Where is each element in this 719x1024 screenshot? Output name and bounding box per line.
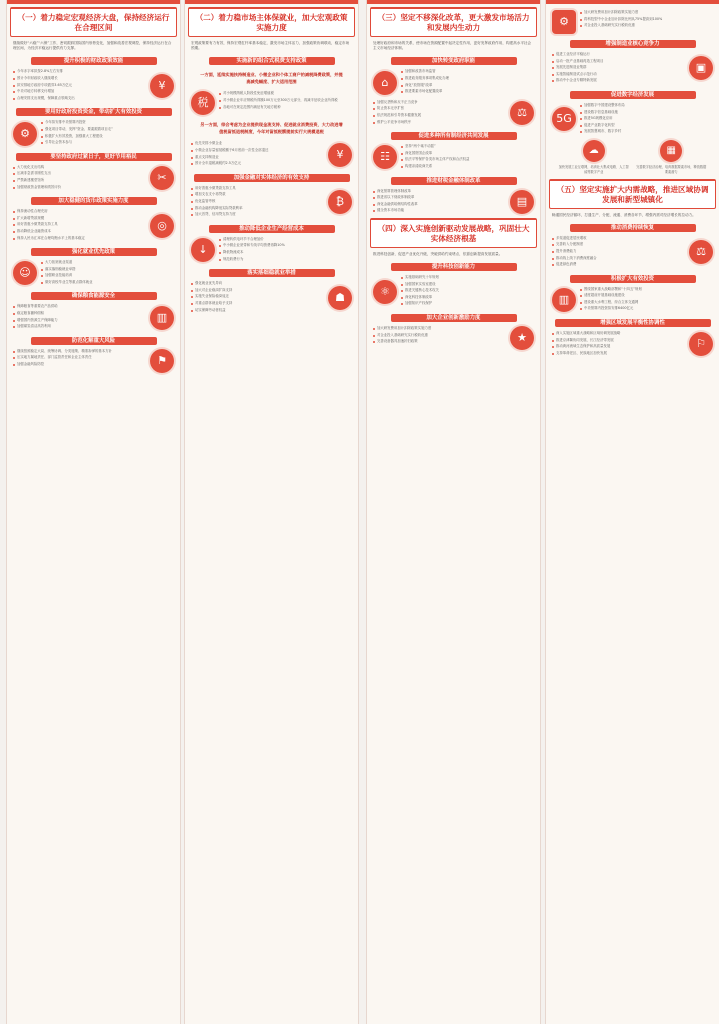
bullet-item: 保持人民币汇率在合理均衡水平上的基本稳定 [13,236,146,241]
bullet-item: 实施智能制造试点示范行动 [552,72,685,77]
document-icon: ▤ [510,190,534,214]
section [373,314,534,350]
bullet-list [552,52,685,85]
bullet-item: 推进京津冀协同发展、长江经济带发展 [552,338,685,343]
bullet-item: 扩大新增贷款规模 [13,216,146,221]
bullet-item: 加强和改善市场监管 [401,69,534,74]
bullet-list [219,91,352,115]
bullet-item: 中央对地方转移支付增加 [13,89,146,94]
money-icon: ¥ [328,143,352,167]
bullet-item: 用好普惠小微贷款支持工具 [13,222,146,227]
bullet-item: 推动黄河流域生态保护和高质量发展 [552,344,685,349]
bullet-item: 加强金融风险防控 [13,362,146,367]
bullet-item: 强化项目带动，发挥“资金、要素跟着项目走” [41,127,174,132]
bullet-item: 优化监管考核 [191,199,324,204]
column-top-bar [367,0,540,4]
column-4 [545,0,719,1024]
bullet-list [373,189,506,215]
bullet-item: 加强数字中国建设整体布局 [580,103,713,108]
scissors-icon: ✂ [150,166,174,190]
bullet-item: 发展智慧城市、数字乡村 [580,129,713,134]
shopping-icon: ⚖ [689,240,713,264]
bullet-item: 完善收入分配制度 [552,242,685,247]
bullet-item: 实施基础研究十年规划 [401,275,534,280]
highlight-text: 一方面，延续实施扶持制造业、小微企业和个体工商户的减税降费政策，并提高减免幅度、扩大适用范围 [200,72,343,85]
bullet-item: 引导社会资本参与 [41,140,174,145]
bullet-item: 深化金融供给侧结构性改革 [373,202,506,207]
people-icon: ☷ [373,145,397,169]
bullet-item: 发展先进制造业集群 [552,65,685,70]
highlight-text: 另一方面，综合考虑为企业提供现金流支持、促进就业消费投资，大力改进增值税留抵退税制度，今年对留抵税额提前实行大规模退税 [200,122,343,135]
bullet-item: 健全资本市场功能 [373,208,506,213]
bullet-list [191,141,324,167]
bullet-item: 增加支农支小再贷款 [191,192,324,197]
bullet-item: 优先安排小微企业 [191,141,324,146]
bullet-item: 预计全年退税减税约2.5万亿元 [191,161,324,166]
bullet-item: 压实地方属地责任、部门监管责任和企业主体责任 [13,355,146,360]
section-title: 提升积极的财政政策效能 [31,57,157,65]
bullet-item: 加大首贷、信用贷支持力度 [191,212,324,217]
bullet-item: 重点支持制造业 [191,155,324,160]
bullet-item: 拟安排地方政府专项债券3.65万亿元 [13,83,146,88]
bullet-list [580,10,713,34]
bullet-item: 依法平等保护各类市场主体产权和合法权益 [401,157,534,162]
column-1-summary: 继续做好“六稳”“六保”工作，密切跟踪国际国内形势变化，加强和改善宏观调控，保持经济运行在合理区间，为经济平稳运行提供有力支撑。 [13,41,172,51]
section [552,224,713,269]
column-2 [184,0,359,1024]
bullet-item: 今年拟安排中央预算内投资 [41,120,174,125]
factory-icon: ⚙ [552,10,576,34]
bullet-item: 加强财政资金管理和绩效评价 [13,185,146,190]
bullet-item: 大力优化支出结构 [13,165,146,170]
bullet-item: 加强职业技能培训 [41,273,174,278]
bullet-item: 深化预算管理体制改革 [373,189,506,194]
column-3-title: （三）坚定不移深化改革，更大激发市场活力和发展内生动力 [377,13,530,32]
section-title: 增强区域发展平衡性协调性 [555,319,711,327]
section-title: 要坚持政府过紧日子，更好节用裕民 [16,153,172,161]
bullet-item: 对企业投入基础研究实行税收优惠 [373,333,506,338]
section-title: 加快转变政府职能 [391,57,517,65]
gear-icon: ⚙ [13,122,37,146]
bullet-item: 将科技型中小企业加计扣除比例从75%提高到100% [580,17,713,22]
section [373,177,534,215]
bullet-list [219,237,352,263]
section [13,197,174,242]
section [13,153,174,191]
bullet-item: 推进5G规模化应用 [580,116,713,121]
section [373,132,534,170]
bullet-item: 用好普惠小微贷款支持工具 [191,186,324,191]
bullet-item: 适度超前开展基础设施建设 [580,293,713,298]
bullet-item: 降低物流成本 [219,250,352,255]
person-icon: ☺ [13,261,37,285]
bullet-item: 启动一批产业基础再造工程项目 [552,59,685,64]
scale-icon: ⚖ [510,101,534,125]
bullet-list [13,304,146,330]
bullet-item: 严禁新建楼堂馆所 [13,178,146,183]
section [13,108,174,146]
column-1-title: （一）着力稳定宏观经济大盘，保持经济运行在合理区间 [17,13,170,32]
bullet-item: 大力拓宽就业渠道 [41,260,174,265]
bullet-item: 切实保障劳动者权益 [191,308,324,313]
bullet-list [373,100,506,126]
atom-icon: ⚛ [373,280,397,304]
column-3-header [370,7,537,37]
section-title: 确保粮食能源安全 [31,292,157,300]
bullet-item: 防止资本无序扩张 [373,106,506,111]
bullet-item: 加强国家实验室建设 [401,282,534,287]
section-title: 实施新的组合式税费支持政策 [209,57,335,65]
section-title: 防范化解重大风险 [31,337,157,345]
bullet-item: 推动金融机构降低实际贷款利率 [191,206,324,211]
building-icon: ⌂ [373,71,397,95]
section-title: 推进财税金融体制改革 [391,177,517,185]
twin-text: 加快发展工业互联网，培育壮大集成电路、人工智能等数字产业 [558,164,629,174]
bullet-item: 稳定粮食播种面积 [13,311,146,316]
section-title: 加强金融对实体经济的有效支持 [194,174,350,182]
bullet-list [373,326,506,350]
bullet-item: 继续按照稳定大局、统筹协调、分类施策、精准拆弹的基本方针 [13,349,146,354]
section [552,10,713,34]
bullet-item: 中央预算内投资拟安排6400亿元 [580,306,713,311]
bullet-item: 加强煤炭清洁高效利用 [13,324,146,329]
bullet-item: 深化“放管服”改革 [401,83,534,88]
cloud-icon: ☁ [583,140,605,162]
section-title: 强化就业优先政策 [31,248,157,256]
section-title: 增强制造业核心竞争力 [570,40,696,48]
digital-twin-blocks [558,140,707,175]
bullet-item: 合理安排支出规模，保障重点领域支出 [13,96,146,101]
section-title: 促进数字经济发展 [570,91,696,99]
bullet-item: 提升消费能力 [552,249,685,254]
bullet-item: 积极扩大有效投资，加强重大工程建设 [41,134,174,139]
bullet-item: 推进政务服务事项集成化办理 [401,76,534,81]
bullet-item: 压减非急需非刚性支出 [13,171,146,176]
crane-icon: ▥ [552,288,576,312]
bullet-item: 加强反垄断和反不正当竞争 [373,100,506,105]
bullet-item: 深化科技体制改革 [401,295,534,300]
bullet-item: 推动中小企业专精特新发展 [552,78,685,83]
section [13,337,174,373]
section [373,263,534,308]
column-2-summary: 宏观政策要有力有效，保持宏观杠杆率基本稳定，激发市场主体活力，加强政策协调联动，稳定市场预期。 [191,41,350,51]
column-1-header [10,7,177,37]
bullet-item: 强化就业优先导向 [191,281,324,286]
network-5g-icon: 5G [552,107,576,131]
twin-text: 完善数字经济治理，培育数据要素市场，释放数据要素潜力 [636,164,707,174]
bullet-item: 加强知识产权保护 [401,301,534,306]
column-3b-title: （四）深入实施创新驱动发展战略，巩固壮大实体经济根基 [377,223,530,243]
section [13,292,174,330]
twin-block [558,140,630,175]
bullet-item: 促进工业经济平稳运行 [552,52,685,57]
bullet-item: 对小微企业年应纳税所得额100万元至300万元部分，再减半征收企业所得税 [219,98,352,103]
column-4b-summary: 畅通国民经济循环，打通生产、分配、流通、消费各环节，增强内需对经济增长的拉动力。 [552,212,696,217]
bullet-list [552,331,685,357]
section-title: 推动降低企业生产经营成本 [209,225,335,233]
bullet-item: 加大研发费用加计扣除政策实施力度 [373,326,506,331]
column-3b-summary: 推进科技创新，促进产业优化升级，突破供给约束堵点，依靠创新提高发展质量。 [373,251,503,256]
section-title: 推动消费持续恢复 [570,224,696,232]
section [191,269,352,314]
bullet-item: 加大对企业稳岗扩岗支持 [191,288,324,293]
section-title: 要用好政府投资资金，带动扩大有效投资 [16,108,172,116]
target-icon: ◎ [150,214,174,238]
column-1 [6,0,181,1024]
bullet-item: 深入实施区域重大战略和区域协调发展战略 [552,331,685,336]
bullet-list [13,349,146,373]
bullet-item: 促进产业数字化转型 [580,123,713,128]
database-icon: ▦ [660,140,682,162]
bullet-item: 增强国内资源生产保障能力 [13,318,146,323]
chip-icon: ▣ [689,56,713,80]
bullet-item: 完善设备器具加速折旧政策 [373,339,506,344]
bullet-item: 建设数字信息基础设施 [580,110,713,115]
section [552,40,713,85]
bullet-list [191,186,324,219]
bullet-item: 加大研发费用加计扣除政策实施力度 [580,10,713,15]
worker-icon: ☗ [328,286,352,310]
column-3b-header [370,218,537,248]
bullet-item: 保障粮食等重要农产品供给 [13,304,146,309]
section [13,248,174,286]
bullet-item: 落实落细稳就业举措 [41,267,174,272]
bullet-item: 推进关键核心技术攻关 [401,288,534,293]
bullet-item: 预计今年财政收入继续增长 [13,76,146,81]
bullet-item: 围绕国家重大战略部署和“十四五”规划 [580,287,713,292]
flag-icon: ⚑ [150,349,174,373]
bullet-item: 对企业投入基础研究实行税收优惠 [580,23,713,28]
bullet-list [401,69,534,95]
section-title: 落实落细稳就业举措 [209,269,335,277]
column-top-bar [185,0,358,4]
bank-icon: ₿ [328,190,352,214]
bullet-list [401,275,534,308]
section [191,57,352,167]
bullet-list [41,260,174,286]
bullet-item: 各地可在规定范围内减征有关地方税种 [219,105,352,110]
section [13,57,174,102]
column-top-bar [546,0,719,4]
column-4b-title: （五）坚定实施扩大内需战略，推进区域协调发展和新型城镇化 [556,184,709,204]
bullet-item: 规范收费行为 [219,257,352,262]
bullet-item: 推动线上线下消费深度融合 [552,256,685,261]
bullet-item: 坚持“两个毫不动摇” [401,144,534,149]
bullet-item: 清理转供电环节不合理加价 [219,237,352,242]
section-title: 提升科技创新能力 [391,263,517,271]
bullet-item: 对重点群体就业给予支持 [191,301,324,306]
star-icon: ★ [510,326,534,350]
column-2-title: （二）着力稳市场主体保就业，加大宏观政策实施力度 [195,13,348,32]
bullet-list [401,144,534,170]
bullet-list [552,236,685,269]
bullet-list [13,209,146,242]
bullet-item: 支持革命老区、民族地区加快发展 [552,351,685,356]
bullet-item: 对小规模纳税人阶段性免征增值税 [219,91,352,96]
column-3-summary: 处理好政府和市场的关系，使市场在资源配置中起决定性作用，更好发挥政府作用，构建高水平社会主义市场经济体制。 [373,41,532,51]
bullet-item: 今年赤字率拟按2.8%左右安排 [13,69,146,74]
column-top-bar [7,0,180,4]
bullet-list [13,69,146,102]
section [191,225,352,263]
section [191,174,352,219]
bullet-item: 建设重大水利工程、综合立体交通网 [580,300,713,305]
bullet-list [191,281,324,314]
section-title: 加大企业创新激励力度 [391,314,517,322]
bullet-item: 推进省以下财政体制改革 [373,195,506,200]
bullet-item: 小微企业存量留抵税额于6月底前一次性全部退还 [191,148,324,153]
bullet-list [580,103,713,136]
arrow-down-icon: ↓ [191,238,215,262]
bullet-item: 做好高校毕业生等重点群体就业 [41,280,174,285]
tax-icon: 税 [191,91,215,115]
bullet-list [580,287,713,313]
bullet-item: 构建亲清政商关系 [401,164,534,169]
section [552,319,713,357]
bullet-item: 深化国资国企改革 [401,151,534,156]
bullet-item: 多渠道促进居民增收 [552,236,685,241]
section-title: 促进多种所有制经济共同发展 [391,132,517,140]
column-4b-header [549,179,716,209]
bullet-item: 依法规范和引导资本健康发展 [373,113,506,118]
twin-block [636,140,708,175]
section [552,275,713,313]
section-title: 积极扩大有效投资 [570,275,696,283]
column-3 [366,0,541,1024]
grain-icon: ▥ [150,306,174,330]
bullet-item: 促进绿色消费 [552,262,685,267]
bullet-item: 推动降低企业融资成本 [13,229,146,234]
bullet-item: 推进要素市场化配置改革 [401,89,534,94]
bullet-item: 实施失业保险稳岗返还 [191,294,324,299]
bullet-list [13,165,146,191]
column-2-header [188,7,355,37]
section [552,91,713,175]
bullet-item: 保持流动性合理充裕 [13,209,146,214]
section [373,57,534,126]
section-title: 加大稳健的货币政策实施力度 [31,197,157,205]
bullet-item: 中小微企业宽带和专线平均资费再降10% [219,243,352,248]
finance-icon: ¥ [150,74,174,98]
bullet-list [41,120,174,146]
region-flag-icon: ⚐ [689,332,713,356]
bullet-item: 维护公平竞争市场秩序 [373,120,506,125]
